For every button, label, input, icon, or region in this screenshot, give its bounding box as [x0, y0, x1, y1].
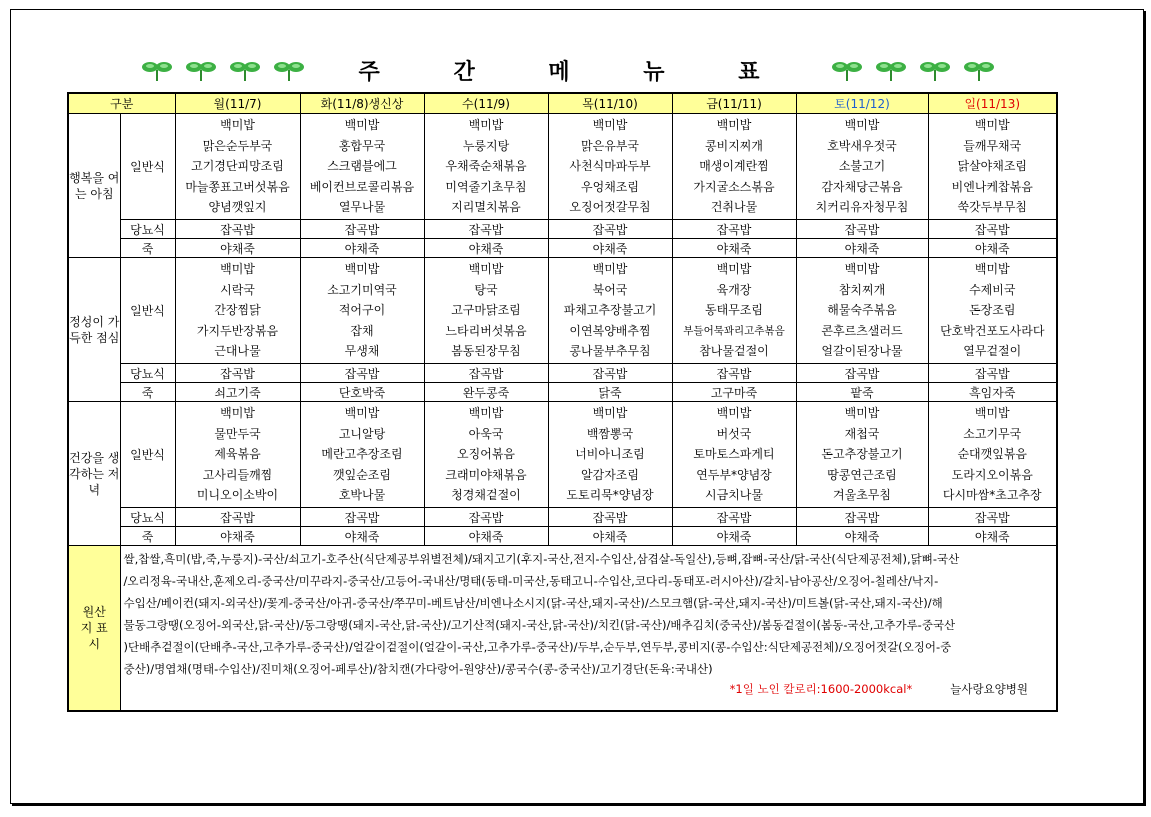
dish-item: 콩비지찌개 — [705, 138, 763, 153]
porridge-menu-cell: 야채죽 — [424, 239, 548, 258]
meal-name: 건강을 생각하는 저녁 — [69, 450, 120, 497]
dish-item: 참치찌개 — [838, 282, 886, 297]
dish-item: 지리멸치볶음 — [451, 200, 521, 215]
general-row — [68, 258, 1057, 364]
general-menu-cell — [672, 402, 796, 508]
dish-item: 동태무조림 — [705, 303, 763, 318]
dish-item: 도라지오이볶음 — [951, 467, 1033, 482]
dish-item: 마늘쫑표고버섯볶음 — [185, 179, 290, 194]
dish-item: 청경채겉절이 — [451, 488, 521, 503]
dish-item: 백미밥 — [344, 118, 380, 133]
day-header: 목(11/10) — [548, 93, 672, 114]
dish-item: 단호박건포도사라다 — [940, 323, 1045, 338]
dish-item: 백미밥 — [468, 262, 504, 277]
porridge-menu-cell: 닭죽 — [548, 383, 672, 402]
dish-item: 부들어묵꽈리고추볶음 — [683, 324, 785, 337]
dish-item: 호박나물 — [338, 488, 386, 503]
general-menu-cell — [928, 402, 1057, 508]
porridge-menu-cell: 야채죽 — [928, 239, 1057, 258]
diabetic-menu-cell: 잡곡밥 — [548, 220, 672, 239]
general-menu-cell — [300, 402, 424, 508]
origin-line: 수입산/베이컨(돼지-외국산)/꽃게-중국산/아귀-중국산/쭈꾸미-베트남산/비엔나소시지(닭-국산,돼지-국산)/스모크햄(닭-국산,돼지-국산)/미트볼(닭-국산,돼지-국산)/해 — [123, 596, 943, 610]
day-header: 일(11/13) — [928, 93, 1057, 114]
sprout-icon — [830, 58, 864, 82]
diabetic-menu-cell: 잡곡밥 — [300, 508, 424, 527]
weekly-menu-table — [67, 92, 1058, 712]
diabetic-label: 당뇨식 — [120, 364, 175, 383]
diabetic-menu-cell: 잡곡밥 — [928, 220, 1057, 239]
dish-item: 매생이계란찜 — [699, 159, 769, 174]
dish-item: 열무나물 — [338, 200, 386, 215]
dish-item: 시금치나물 — [705, 488, 763, 503]
dish-item: 백미밥 — [220, 118, 255, 133]
dish-item: 감자채당근볶음 — [821, 179, 903, 194]
meal-label — [68, 258, 120, 402]
dish-item: 가지굴소스볶음 — [693, 179, 775, 194]
general-label: 일반식 — [120, 114, 175, 220]
porridge-menu-cell: 야채죽 — [175, 239, 300, 258]
dish-item: 겨울초무침 — [833, 488, 891, 503]
diabetic-menu-cell: 잡곡밥 — [928, 364, 1057, 383]
dish-item: 알감자조림 — [581, 467, 639, 482]
origin-footer — [124, 678, 1054, 700]
dish-item: 열무겉절이 — [963, 344, 1022, 359]
general-row — [68, 402, 1057, 508]
diabetic-menu-cell: 잡곡밥 — [175, 220, 300, 239]
dish-item: 백미밥 — [468, 406, 504, 421]
header-row — [68, 93, 1057, 114]
dish-item: 북어국 — [592, 282, 628, 297]
general-label: 일반식 — [120, 402, 175, 508]
dish-item: 백미밥 — [716, 118, 752, 133]
dish-item: 느타리버섯볶음 — [445, 323, 527, 338]
porridge-menu-cell: 야채죽 — [175, 527, 300, 546]
diabetic-menu-cell: 잡곡밥 — [175, 364, 300, 383]
dish-item: 미니오이소박이 — [196, 488, 279, 503]
diabetic-menu-cell: 잡곡밥 — [796, 220, 928, 239]
day-header: 화(11/8)생신상 — [300, 93, 424, 114]
origin-line: 중산)/명엽채(명태-수입산)/진미채(오징어-페루산)/참치캔(가다랑어-원양산)/콩국수(콩-중국산)/고기경단(돈육:국내산) — [123, 662, 713, 676]
diabetic-menu-cell: 잡곡밥 — [300, 364, 424, 383]
dish-item: 육개장 — [716, 282, 752, 297]
dish-item: 돈고추장불고기 — [821, 447, 903, 462]
dish-item: 제육볶음 — [214, 447, 261, 462]
dish-item: 백미밥 — [844, 118, 880, 133]
dish-item: 얼갈이된장나물 — [821, 344, 903, 359]
general-row — [68, 114, 1057, 220]
dish-item: 소고기무국 — [963, 426, 1022, 441]
diabetic-menu-cell: 잡곡밥 — [300, 220, 424, 239]
day-header: 금(11/11) — [672, 93, 796, 114]
diabetic-menu-cell: 잡곡밥 — [672, 364, 796, 383]
general-menu-cell — [928, 114, 1057, 220]
dish-item: 백미밥 — [592, 262, 628, 277]
porridge-menu-cell: 야채죽 — [796, 239, 928, 258]
dish-item: 토마토스파게티 — [693, 447, 775, 462]
general-menu-cell — [300, 114, 424, 220]
dish-item: 백짬뽕국 — [586, 426, 634, 441]
day-header: 수(11/9) — [424, 93, 548, 114]
dish-item: 사천식마파두부 — [569, 159, 651, 174]
porridge-menu-cell: 야채죽 — [928, 527, 1057, 546]
dish-item: 고구마닭조림 — [451, 303, 521, 318]
diabetic-row — [68, 364, 1057, 383]
dish-item: 순대깻잎볶음 — [957, 447, 1028, 462]
origin-text-cell — [120, 546, 1057, 712]
dish-item: 백미밥 — [220, 262, 255, 277]
porridge-menu-cell: 팥죽 — [796, 383, 928, 402]
dish-item: 백미밥 — [974, 262, 1010, 277]
dish-item: 백미밥 — [974, 406, 1010, 421]
dish-item: 깻잎순조림 — [333, 467, 391, 482]
dish-item: 메란고추장조림 — [321, 447, 403, 462]
dish-item: 백미밥 — [716, 262, 752, 277]
diabetic-menu-cell: 잡곡밥 — [424, 508, 548, 527]
dish-item: 오징어젓갈무침 — [569, 200, 651, 215]
sprout-icon — [874, 58, 908, 82]
day-header: 월(11/7) — [175, 93, 300, 114]
dish-item: 소고기미역국 — [327, 282, 397, 297]
diabetic-menu-cell: 잡곡밥 — [672, 508, 796, 527]
dish-item: 쑥갓두부무침 — [957, 200, 1028, 215]
dish-item: 닭살야채조림 — [957, 159, 1028, 174]
origin-line: 쌀,찹쌀,흑미(밥,죽,누룽지)-국산/쇠고기-호주산(식단제공부위별전체)/돼지고기(후지-국산,전지-수입산,삼겹살-독일산),등뼈,잡뼈-국산/닭-국산(식단제공전체),닭뼈-국산 — [123, 552, 960, 566]
dish-item: 잡채 — [350, 323, 374, 338]
dish-item: 가지두반장볶음 — [196, 323, 279, 338]
dish-item: 연두부*양념장 — [696, 467, 772, 482]
dish-item: 고니알탕 — [338, 426, 386, 441]
general-menu-cell — [175, 114, 300, 220]
meal-label — [68, 402, 120, 546]
origin-line: /오리정육-국내산,훈제오리-중국산/미꾸라지-중국산/고등어-국내산/명태(동태-미국산,동태고니-수입산,코다리-동태포-러시아산)/갈치-남아공산/오징어-칠레산/낙지- — [123, 574, 939, 588]
dish-item: 물만두국 — [214, 426, 261, 441]
dish-item: 오징어볶음 — [457, 447, 515, 462]
porridge-menu-cell: 야채죽 — [548, 239, 672, 258]
meal-label — [68, 114, 120, 258]
dish-item: 백미밥 — [844, 262, 880, 277]
diabetic-menu-cell: 잡곡밥 — [796, 508, 928, 527]
dish-item: 비엔나케찹볶음 — [951, 179, 1033, 194]
general-menu-cell — [424, 402, 548, 508]
dish-item: 우엉채조림 — [581, 179, 639, 194]
diabetic-row — [68, 508, 1057, 527]
diabetic-label: 당뇨식 — [120, 508, 175, 527]
dish-item: 백미밥 — [592, 406, 628, 421]
dish-item: 스크램블에그 — [327, 159, 397, 174]
dish-item: 돈장조림 — [969, 303, 1016, 318]
page-title: 주 간 메 뉴 표 — [358, 60, 793, 85]
general-menu-cell — [175, 258, 300, 364]
general-menu-cell — [672, 258, 796, 364]
dish-item: 호박새우젓국 — [827, 138, 897, 153]
general-menu-cell — [796, 114, 928, 220]
porridge-menu-cell: 완두콩죽 — [424, 383, 548, 402]
hospital-name: 늘사랑요양병원 — [950, 682, 1028, 696]
porridge-menu-cell: 고구마죽 — [672, 383, 796, 402]
origin-label: 원산지 표시 — [68, 546, 120, 712]
dish-item: 크래미야채볶음 — [445, 467, 527, 482]
diabetic-menu-cell: 잡곡밥 — [796, 364, 928, 383]
general-menu-cell — [796, 402, 928, 508]
dish-item: 고기경단피망조림 — [191, 159, 284, 174]
porridge-menu-cell: 쇠고기죽 — [175, 383, 300, 402]
sprout-icon — [918, 58, 952, 82]
diabetic-menu-cell: 잡곡밥 — [672, 220, 796, 239]
porridge-menu-cell: 야채죽 — [796, 527, 928, 546]
dish-item: 참나물겉절이 — [699, 344, 769, 359]
dish-item: 치커리유자청무침 — [815, 200, 909, 215]
dish-item: 베이컨브로콜리볶음 — [309, 179, 415, 194]
dish-item: 양념깻잎지 — [208, 200, 267, 215]
dish-item: 콘후르츠샐러드 — [821, 323, 903, 338]
dish-item: 도토리묵*양념장 — [566, 488, 654, 503]
porridge-menu-cell: 흑임자죽 — [928, 383, 1057, 402]
dish-item: 아욱국 — [468, 426, 504, 441]
dish-item: 탕국 — [474, 282, 498, 297]
diabetic-menu-cell: 잡곡밥 — [928, 508, 1057, 527]
diabetic-row — [68, 220, 1057, 239]
dish-item: 홍합무국 — [338, 138, 386, 153]
general-menu-cell — [424, 114, 548, 220]
dish-item: 백미밥 — [974, 118, 1010, 133]
dish-item: 시락국 — [220, 282, 255, 297]
dish-item: 근대나물 — [214, 344, 261, 359]
dish-item: 백미밥 — [844, 406, 880, 421]
dish-item: 무생채 — [344, 344, 380, 359]
porridge-menu-cell: 야채죽 — [300, 239, 424, 258]
general-menu-cell — [175, 402, 300, 508]
general-label: 일반식 — [120, 258, 175, 364]
porridge-menu-cell: 야채죽 — [672, 239, 796, 258]
diabetic-menu-cell: 잡곡밥 — [175, 508, 300, 527]
dish-item: 해물숙주볶음 — [827, 303, 897, 318]
dish-item: 백미밥 — [344, 406, 380, 421]
meal-name: 행복을 여는 아침 — [69, 170, 120, 201]
dish-item: 수제비국 — [969, 282, 1016, 297]
diabetic-menu-cell: 잡곡밥 — [424, 364, 548, 383]
dish-item: 백미밥 — [344, 262, 380, 277]
porridge-menu-cell: 야채죽 — [548, 527, 672, 546]
porridge-label: 죽 — [120, 239, 175, 258]
dish-item: 재첩국 — [844, 426, 880, 441]
dish-item: 건취나물 — [710, 200, 758, 215]
diabetic-menu-cell: 잡곡밥 — [424, 220, 548, 239]
origin-row — [68, 546, 1057, 712]
calorie-note: *1일 노인 칼로리:1600-2000kcal* — [729, 682, 913, 696]
dish-item: 맑은유부국 — [581, 138, 639, 153]
dish-item: 파채고추장불고기 — [563, 303, 657, 318]
dish-item: 백미밥 — [220, 406, 255, 421]
dish-item: 적어구이 — [338, 303, 386, 318]
porridge-label: 죽 — [120, 527, 175, 546]
general-menu-cell — [548, 402, 672, 508]
porridge-row — [68, 239, 1057, 258]
dish-item: 맑은순두부국 — [202, 138, 273, 153]
general-menu-cell — [548, 258, 672, 364]
dish-item: 간장찜닭 — [214, 303, 261, 318]
meal-name: 정성이 가득한 점심 — [69, 314, 120, 345]
porridge-row — [68, 383, 1057, 402]
porridge-menu-cell: 야채죽 — [424, 527, 548, 546]
dish-item: 봄동된장무침 — [451, 344, 521, 359]
dish-item: 고사리들깨찜 — [202, 467, 273, 482]
dish-item: 들깨무채국 — [963, 138, 1022, 153]
sprout-icon — [962, 58, 996, 82]
porridge-menu-cell: 단호박죽 — [300, 383, 424, 402]
dish-item: 땅콩연근조림 — [827, 467, 897, 482]
dish-item: 백미밥 — [716, 406, 752, 421]
general-menu-cell — [796, 258, 928, 364]
dish-item: 콩나물부추무침 — [569, 344, 651, 359]
dish-item: 미역줄기초무침 — [445, 179, 527, 194]
diabetic-menu-cell: 잡곡밥 — [548, 364, 672, 383]
origin-line: )단배추겉절이(단배추-국산,고추가루-중국산)/얼갈이겉절이(얼갈이-국산,고추가루-중국산)/두부,순두부,연두부,콩비지(콩-수입산:식단제공전체)/오징어젓갈(오징어-중 — [123, 640, 952, 654]
general-menu-cell — [928, 258, 1057, 364]
sprout-decoration-right — [830, 58, 996, 82]
general-menu-cell — [672, 114, 796, 220]
origin-line: 물동그랑땡(오징어-외국산,닭-국산)/동그랑땡(돼지-국산,닭-국산)/고기산적(돼지-국산,닭-국산)/치킨(닭-국산)/배추김치(중국산)/봄동겉절이(봄동-국산,고추가루-중국산 — [123, 618, 956, 632]
dish-item: 다시마쌈*초고추장 — [942, 488, 1042, 503]
porridge-label: 죽 — [120, 383, 175, 402]
porridge-menu-cell: 야채죽 — [672, 527, 796, 546]
diabetic-label: 당뇨식 — [120, 220, 175, 239]
porridge-row — [68, 527, 1057, 546]
header-corner: 구분 — [68, 93, 175, 114]
dish-item: 누룽지탕 — [462, 138, 510, 153]
dish-item: 우채죽순채볶음 — [445, 159, 527, 174]
day-header: 토(11/12) — [796, 93, 928, 114]
diabetic-menu-cell: 잡곡밥 — [548, 508, 672, 527]
dish-item: 백미밥 — [468, 118, 504, 133]
general-menu-cell — [548, 114, 672, 220]
general-menu-cell — [300, 258, 424, 364]
dish-item: 소불고기 — [838, 159, 886, 174]
general-menu-cell — [424, 258, 548, 364]
dish-item: 버섯국 — [716, 426, 752, 441]
dish-item: 백미밥 — [592, 118, 628, 133]
dish-item: 이연복양배추찜 — [569, 323, 651, 338]
porridge-menu-cell: 야채죽 — [300, 527, 424, 546]
dish-item: 너비아니조림 — [575, 447, 645, 462]
